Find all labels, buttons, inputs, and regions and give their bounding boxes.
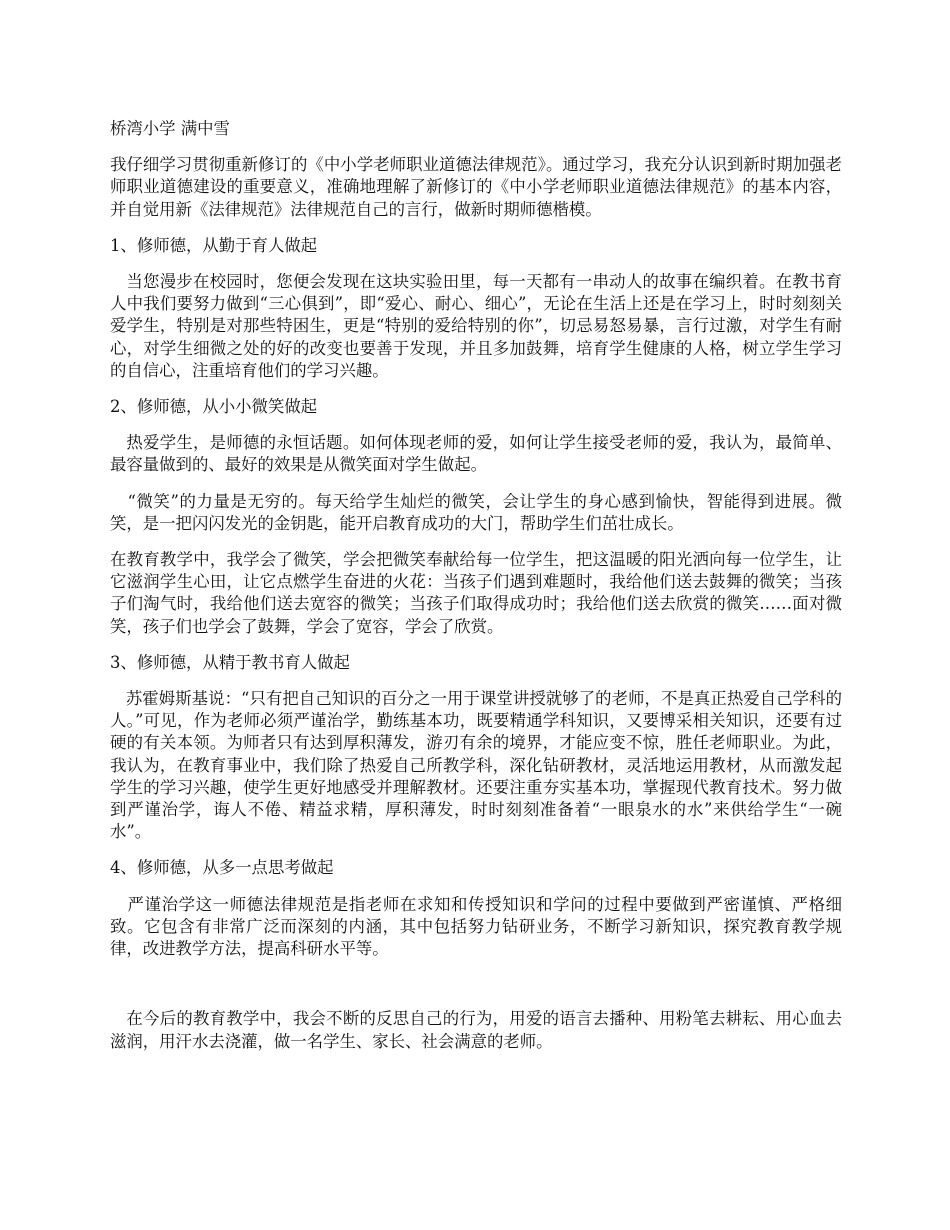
author-line: 桥湾小学 满中雪 (110, 119, 230, 138)
section-heading: 4、修师德，从多一点思考做起 (110, 858, 334, 878)
conclusion-paragraph: 在今后的教育教学中，我会不断的反思自己的行为，用爱的语言去播种、用粉笔去耕耘、用心血去滋润，用汗水去浇灌，做一名学生、家长、社会满意的老师。 (110, 1009, 842, 1051)
section-1 (110, 235, 842, 382)
section-paragraph: 苏霍姆斯基说：“只有把自己知识的百分之一用于课堂讲授就够了的老师，不是真正热爱自己学科的人。”可见，作为老师必须严谨治学，勤练基本功，既要精通学科知识，又要博采相关知识，还要有过硬的有关本领。为师者只有达到厚积薄发，游刃有余的境界，才能应变不惊，胜任老师职业。为此，我认为，在教育事业中，我们除了热爱自己所教学科，深化钻研教材，灵活地运用教材，从而激发起学生的学习兴趣，使学生更好地感受并理解教材。还要注重夯实基本功，掌握现代教育技术。努力做到严谨治学，诲人不倦、精益求精，厚积薄发，时时刻刻准备着“一眼泉水的水”来供给学生“一碗水”。 (110, 689, 842, 842)
section-paragraph: 热爱学生，是师德的永恒话题。如何体现老师的爱，如何让学生接受老师的爱，我认为，最简单、最容量做到的、最好的效果是从微笑面对学生做起。 (110, 433, 842, 475)
section-paragraph: 严谨治学这一师德法律规范是指老师在求知和传授知识和学问的过程中要做到严密谨慎、严格细致。它包含有非常广泛而深刻的内涵，其中包括努力钻研业务，不断学习新知识，探究教育教学规律，改进教学方法，提高科研水平等。 (110, 894, 842, 959)
intro-paragraph: 我仔细学习贯彻重新修订的《中小学老师职业道德法律规范》。通过学习，我充分认识到新时期加强老师职业道德建设的重要意义，准确地理解了新修订的《中小学老师职业道德法律规范》的基本内容，并自觉用新《法律规范》法律规范自己的言行，做新时期师德楷模。 (110, 155, 842, 219)
blank-line (110, 974, 842, 1008)
document-page (110, 118, 842, 1067)
section-paragraph: 在教育教学中，我学会了微笑，学会把微笑奉献给每一位学生，把这温暖的阳光洒向每一位学生，让它滋润学生心田，让它点燃学生奋进的火花：当孩子们遇到难题时，我给他们送去鼓舞的微笑；当孩子们淘气时，我给他们送去宽容的微笑；当孩子们取得成功时；我给他们送去欣赏的微笑……面对微笑，孩子们也学会了鼓舞，学会了宽容，学会了欣赏。 (110, 550, 842, 636)
section-heading: 3、修师德，从精于教书育人做起 (110, 652, 350, 672)
section-paragraph: “微笑”的力量是无穷的。每天给学生灿烂的微笑，会让学生的身心感到愉快，智能得到进展。微笑，是一把闪闪发光的金钥匙，能开启教育成功的大门，帮助学生们茁壮成长。 (110, 491, 842, 533)
section-heading: 2、修师德，从小小微笑做起 (110, 397, 318, 417)
section-3 (110, 652, 842, 844)
section-heading: 1、修师德，从勤于育人做起 (110, 235, 318, 255)
section-4 (110, 857, 842, 960)
section-paragraph: 当您漫步在校园时，您便会发现在这块实验田里，每一天都有一串动人的故事在编织着。在教书育人中我们要努力做到“三心俱到”，即“爱心、耐心、细心”，无论在生活上还是在学习上，时时刻刻关爱学生，特别是对那些特困生，更是“特别的爱给特别的你”，切忌易怒易暴，言行过激，对学生有耐心，对学生细微之处的好的改变也要善于发现，并且多加鼓舞，培育学生健康的人格，树立学生学习的自信心，注重培育他们的学习兴趣。 (110, 272, 842, 380)
section-2 (110, 396, 842, 638)
